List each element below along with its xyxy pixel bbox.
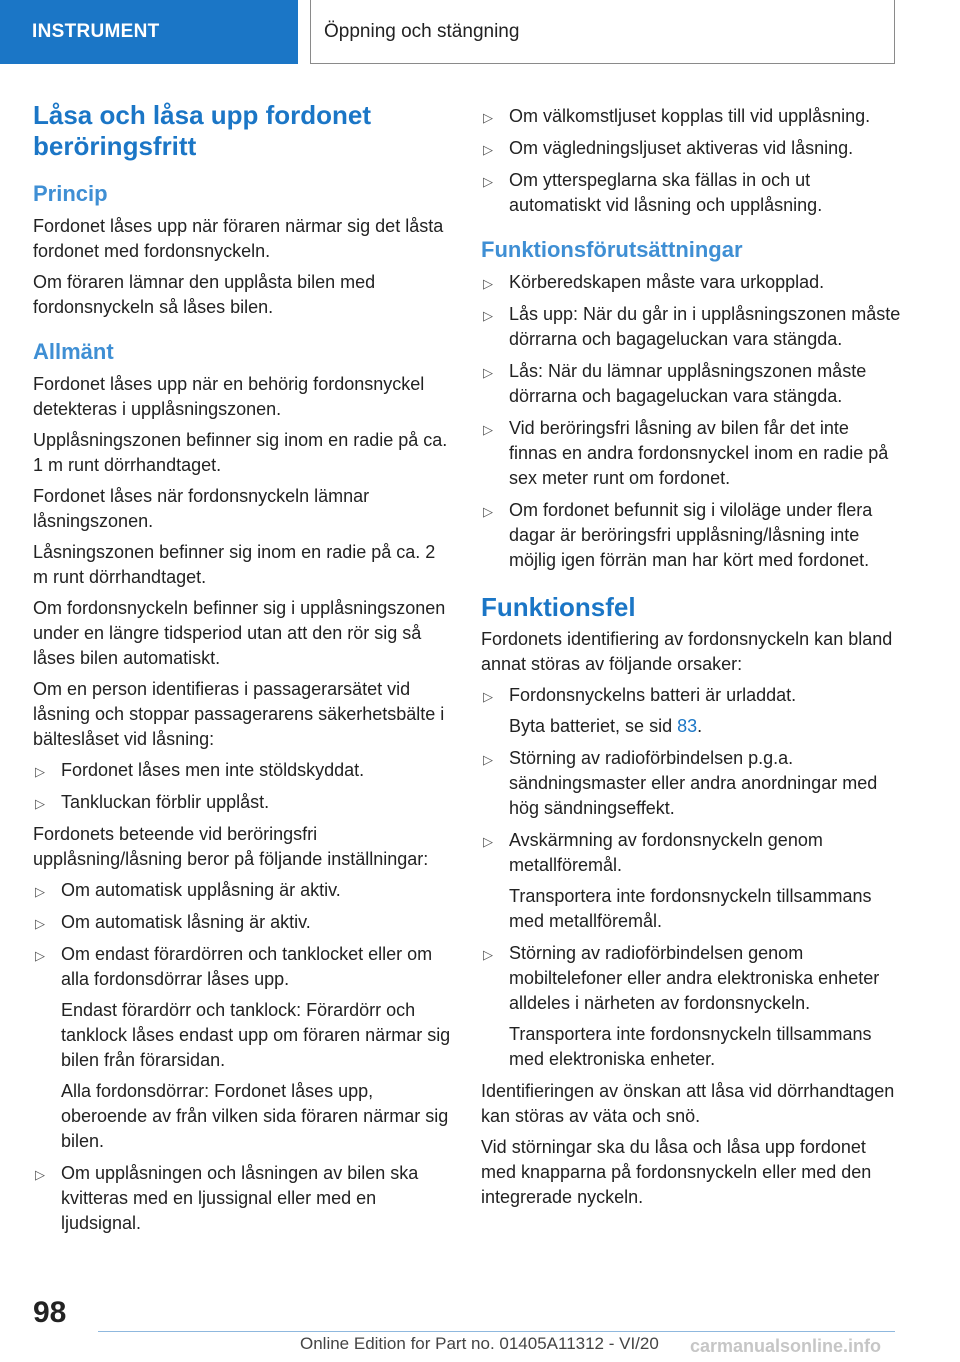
triangle-right-icon: ▷: [35, 796, 45, 811]
paragraph: Fordonet låses upp när en behörig fordonsnyckel detekteras i upplåsningszonen.: [33, 374, 425, 419]
left-column: [33, 100, 453, 1243]
heading-princip: Princip: [33, 181, 108, 206]
paragraph: Fordonet låses när fordonsnyckeln lämnar låsningszonen.: [33, 486, 370, 531]
paragraph: Om en person identifieras i passagerarsätet vid låsning och stoppar passagerarens säkerhetsbälte i bälteslåset vid låsning:: [33, 679, 445, 749]
triangle-right-icon: ▷: [483, 422, 493, 437]
paragraph: Fordonets identifiering av fordonsnyckeln kan bland annat störas av följande orsaker:: [481, 629, 893, 674]
triangle-right-icon: ▷: [483, 504, 493, 519]
triangle-right-icon: ▷: [483, 276, 493, 291]
bullet-list: [481, 104, 901, 218]
list-item: ▷ Vid beröringsfri låsning av bilen får det inte finnas en andra fordonsnyckel inom en radie på sex meter runt om fordonet.: [483, 418, 889, 488]
watermark: carmanualsonline.info: [690, 1336, 882, 1356]
triangle-right-icon: ▷: [483, 365, 493, 380]
list-item-note: Endast förardörr och tanklock: Förardörr och tanklock låses endast upp om föraren närmar sig bilen från förarsidan.: [61, 1000, 451, 1070]
triangle-right-icon: ▷: [35, 884, 45, 899]
triangle-right-icon: ▷: [483, 308, 493, 323]
triangle-right-icon: ▷: [483, 110, 493, 125]
bullet-list: [481, 270, 901, 573]
list-item: ▷ Om automatisk låsning är aktiv.: [33, 910, 453, 935]
list-item: ▷ Fordonet låses men inte stöldskyddat.: [33, 758, 453, 783]
paragraph: Fordonets beteende vid beröringsfri upplåsning/låsning beror på följande inställningar:: [33, 824, 429, 869]
paragraph: Fordonet låses upp när föraren närmar sig det låsta fordonet med fordonsnyckeln.: [33, 216, 444, 261]
header-section-tab: [0, 0, 298, 64]
list-item: ▷ Om endast förardörren och tanklocket eller om alla fordonsdörrar låses upp. Endast förardörr och tanklock: Förardörr och tanklock låses endast upp om föraren närmar sig bilen från förarsidan. Alla fordonsdörrar: Fordonet låses upp, oberoende av från vilken sida föraren närmar sig bilen.: [33, 942, 453, 1154]
list-item: ▷ Om välkomstljuset kopplas till vid upplåsning.: [481, 104, 901, 129]
list-item-note: Alla fordonsdörrar: Fordonet låses upp, oberoende av från vilken sida föraren närmar sig bilen.: [61, 1081, 449, 1151]
triangle-right-icon: ▷: [483, 834, 493, 849]
bullet-list: [33, 878, 453, 1236]
list-item: ▷ Tankluckan förblir upplåst.: [33, 790, 453, 815]
heading-funktionsforutsattningar: Funktionsförutsättningar: [481, 237, 743, 262]
triangle-right-icon: ▷: [35, 1167, 45, 1182]
list-item: ▷ Körberedskapen måste vara urkopplad.: [481, 270, 901, 295]
chapter-label: Öppning och stängning: [324, 20, 520, 42]
list-item-note: Transportera inte fordonsnyckeln tillsammans med metallföremål.: [509, 886, 872, 931]
triangle-right-icon: ▷: [483, 752, 493, 767]
footer-divider: [98, 1331, 895, 1332]
heading-funktionsfel: Funktionsfel: [481, 592, 636, 622]
page-title: Låsa och låsa upp fordonet beröringsfritt: [33, 100, 372, 161]
paragraph: Vid störningar ska du låsa och låsa upp fordonet med knapparna på fordonsnyckeln eller med den integrerade nyckeln.: [481, 1137, 872, 1207]
footer-edition: Online Edition for Part no. 01405A11312 - VI/20: [300, 1334, 659, 1353]
list-item: ▷ Om upplåsningen och låsningen av bilen ska kvitteras med en ljussignal eller med en ljudsignal.: [35, 1163, 419, 1233]
triangle-right-icon: ▷: [35, 916, 45, 931]
list-item: ▷ Om automatisk upplåsning är aktiv.: [33, 878, 453, 903]
list-item: ▷ Om ytterspeglarna ska fällas in och ut automatiskt vid låsning och upplåsning.: [483, 170, 823, 215]
heading-allmant: Allmänt: [33, 339, 114, 364]
list-item: ▷ Fordonsnyckelns batteri är urladdat. Byta batteriet, se sid 83.: [481, 683, 901, 739]
page-reference-link[interactable]: 83: [677, 716, 698, 736]
list-item: ▷ Lås: När du lämnar upplåsningszonen måste dörrarna och bagageluckan vara stängda.: [483, 361, 867, 406]
bullet-list: [481, 683, 901, 1072]
triangle-right-icon: ▷: [35, 948, 45, 963]
list-item: ▷ Om fordonet befunnit sig i viloläge under flera dagar är beröringsfri upplåsning/låsning inte möjlig igen förrän man har kört med fordonet.: [483, 500, 873, 570]
paragraph: Upplåsningszonen befinner sig inom en radie på ca. 1 m runt dörrhandtaget.: [33, 430, 448, 475]
page-number: 98: [33, 1296, 67, 1329]
list-item-note: Byta batteriet, se sid 83.: [509, 716, 703, 736]
triangle-right-icon: ▷: [483, 689, 493, 704]
section-label: INSTRUMENT: [32, 21, 160, 42]
paragraph: Om föraren lämnar den upplåsta bilen med fordonsnyckeln så låses bilen.: [33, 272, 376, 317]
paragraph: Identifieringen av önskan att låsa vid dörrhandtagen kan störas av väta och snö.: [481, 1081, 895, 1126]
triangle-right-icon: ▷: [483, 142, 493, 157]
triangle-right-icon: ▷: [483, 947, 493, 962]
list-item: ▷ Störning av radioförbindelsen genom mobiltelefoner eller andra elektroniska enheter alldeles i närheten av fordonsnyckeln. Transportera inte fordonsnyckeln tillsammans med elektroniska enheter.: [481, 941, 901, 1072]
triangle-right-icon: ▷: [483, 174, 493, 189]
list-item: ▷ Störning av radioförbindelsen p.g.a. sändningsmaster eller andra anordningar med hög sändningseffekt.: [483, 748, 878, 818]
right-column: [481, 104, 901, 1216]
header-chapter-tab: [310, 0, 895, 64]
list-item-note: Transportera inte fordonsnyckeln tillsammans med elektroniska enheter.: [509, 1024, 872, 1069]
list-item: ▷ Lås upp: När du går in i upplåsningszonen måste dörrarna och bagageluckan vara stängda.: [483, 304, 901, 349]
paragraph: Låsningszonen befinner sig inom en radie på ca. 2 m runt dörrhandtaget.: [33, 542, 436, 587]
list-item: ▷ Avskärmning av fordonsnyckeln genom metallföremål. Transportera inte fordonsnyckeln tillsammans med metallföremål.: [481, 828, 901, 934]
list-item: ▷ Om vägledningsljuset aktiveras vid låsning.: [481, 136, 901, 161]
paragraph: Om fordonsnyckeln befinner sig i upplåsningszonen under en längre tidsperiod utan att den rör sig så låses bilen automatiskt.: [33, 598, 446, 668]
triangle-right-icon: ▷: [35, 764, 45, 779]
bullet-list: [33, 758, 453, 815]
